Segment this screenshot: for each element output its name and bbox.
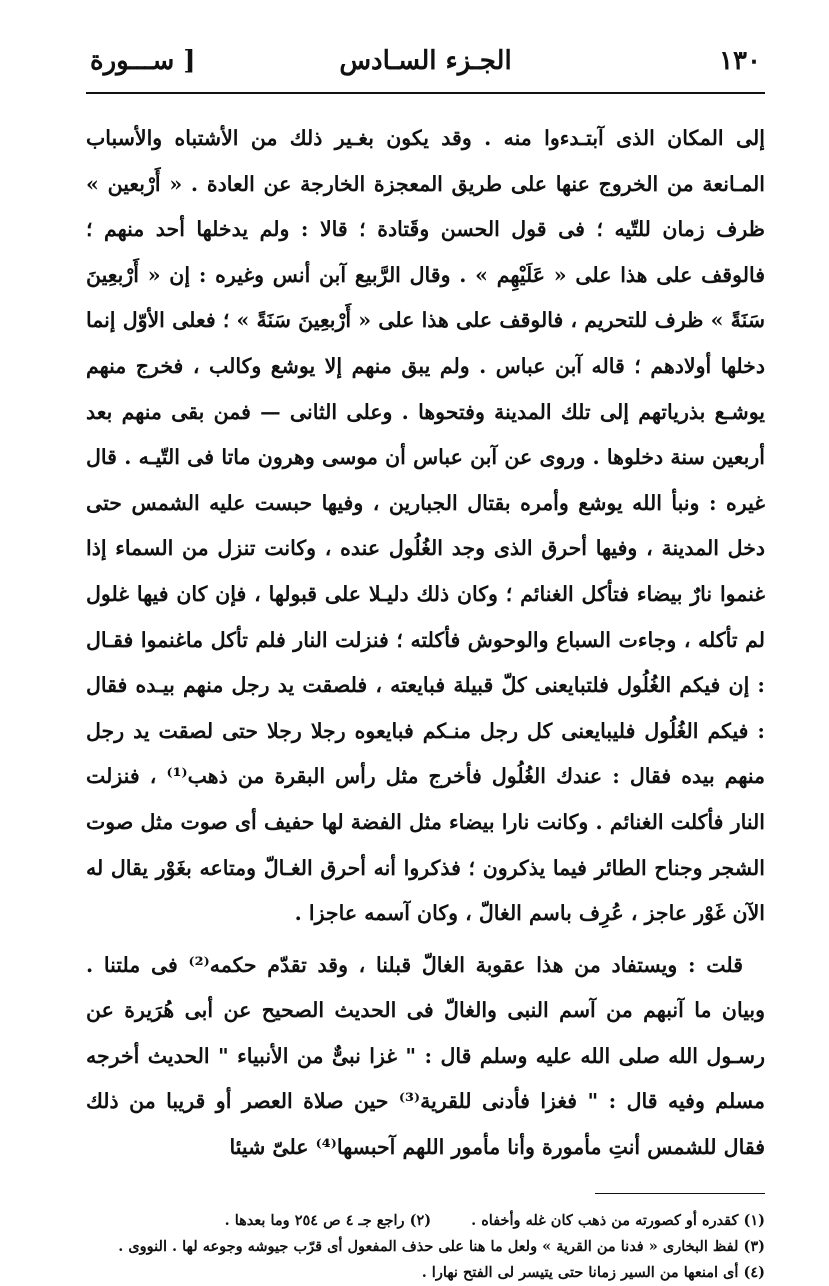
footnotes — [86, 1208, 765, 1286]
footnote-row-1 — [86, 1208, 765, 1234]
footnote-3: (٣) لفظ البخارى « فدنا من القرية » ولعل ما هنا على حذف المفعول أى قرّب جيوشه وجوعه لها . النووى . — [118, 1237, 765, 1255]
footnote-4: (٤) أى امنعها من السير زمانا حتى يتيسر لى الفتح نهارا . — [421, 1263, 765, 1281]
footnote-separator — [595, 1193, 765, 1194]
surah-label: [ ســـورة — [90, 46, 196, 76]
part-title: الجـزء السـادس — [339, 46, 512, 76]
footnote-separator-wrap — [86, 1171, 765, 1194]
paragraph-2: قلت : ويستفاد من هذا عقوبة الغالّ قبلنا ، وقد تقدّم حكمه⁽²⁾ فى ملتنا . وبيان ما آنبهم من آسم النبى والغالّ فى الحديث الصحيح عن أبى هُرَيرة عن رسـول الله صلى الله عليه وسلم قال : " غزا نبىٌّ من الأنبياء " الحديث أخرجه مسلم وفيه قال : " فغزا فأدنى للقرية⁽³⁾ حين صلاة العصر أو قريبا من ذلك فقال للشمس أنتِ مأمورة وأنا مأمور اللهم آحبسها⁽⁴⁾ علىّ شيئا — [86, 952, 765, 1160]
footnote-2: (٢) راجع جـ ٤ ص ٢٥٤ وما بعدها . — [224, 1211, 432, 1229]
footnote-1: (١) كقدره أو كصورته من ذهب كان غله وأخفاه . — [471, 1211, 765, 1229]
main-text — [86, 116, 765, 1171]
paragraph-1: إلى المكان الذى آبتـدءوا منه . وقد يكون بغـير ذلك من الأشتباه والأسباب المـانعة من الخروج عنها على طريق المعجزة الخارجة عن العادة . « أَرْبعين » ظرف زمان للتّيه ؛ فى قول الحسن وقَتادة ؛ قالا : ولم يدخلها أحد منهم ؛ فالوقف على هذا على « عَلَيْهِم » . وقال الرَّبيع آبن أنس وغيره : إن « أَرْبعِينَ سَنَةً » ظرف للتحريم ، فالوقف على هذا على « أَرْبعِينَ سَنَةً » ؛ فعلى الأوّل إنما دخلها أولادهم ؛ قاله آبن عباس . ولم يبق منهم إلا يوشع وكالب ، فخرج منهم يوشـع بذرياتهم إلى تلك المدينة وفتحوها . وعلى الثانى — فمن بقى منهم بعد أربعين سنة دخلوها . وروى عن آبن عباس أن موسى وهرون ماتا فى التّيـه . قال غيره : ونبأ الله يوشع وأمره بقتال الجبارين ، وفيها حبست عليه الشمس حتى دخل المدينة ، وفيها أحرق الذى وجد الغُلُول عنده ، وكانت تنزل من السماء إذا غنموا نارٌ بيضاء فتأكل الغنائم ؛ وكان ذلك دليـلا على قبولها ، فإن كان فيها غلول لم تأكله ، وجاءت السباع والوحوش فأكلته ؛ فنزلت النار فلم تأكل ماغنموا فقـال : إن فيكم الغُلُول فلتبايعنى كلّ قبيلة فبايعته ، فلصقت يد رجل منهم بيـده فقال : فيكم الغُلُول فليبايعنى كل رجل منـكم فبايعوه رجلا رجلا حتى لصقت يد رجل منهم بيده فقال : عندك الغُلُول فأخرج مثل رأس البقرة من ذهب⁽¹⁾ ، فنزلت النار فأكلت الغنائم . وكانت نارا بيضاء مثل الفضة لها حفيف أى صوت مثل صوت الشجر وجناح الطائر فيما يذكرون ؛ فذكروا أنه أحرق الغـالّ ومتاعه بغَوْر يقال له الآن غَوْر عاجز ، عُرِف باسم الغالّ ، وكان آسمه عاجزا . — [86, 126, 765, 926]
page-number: ١٣٠ — [719, 46, 761, 76]
page-header — [86, 40, 765, 94]
